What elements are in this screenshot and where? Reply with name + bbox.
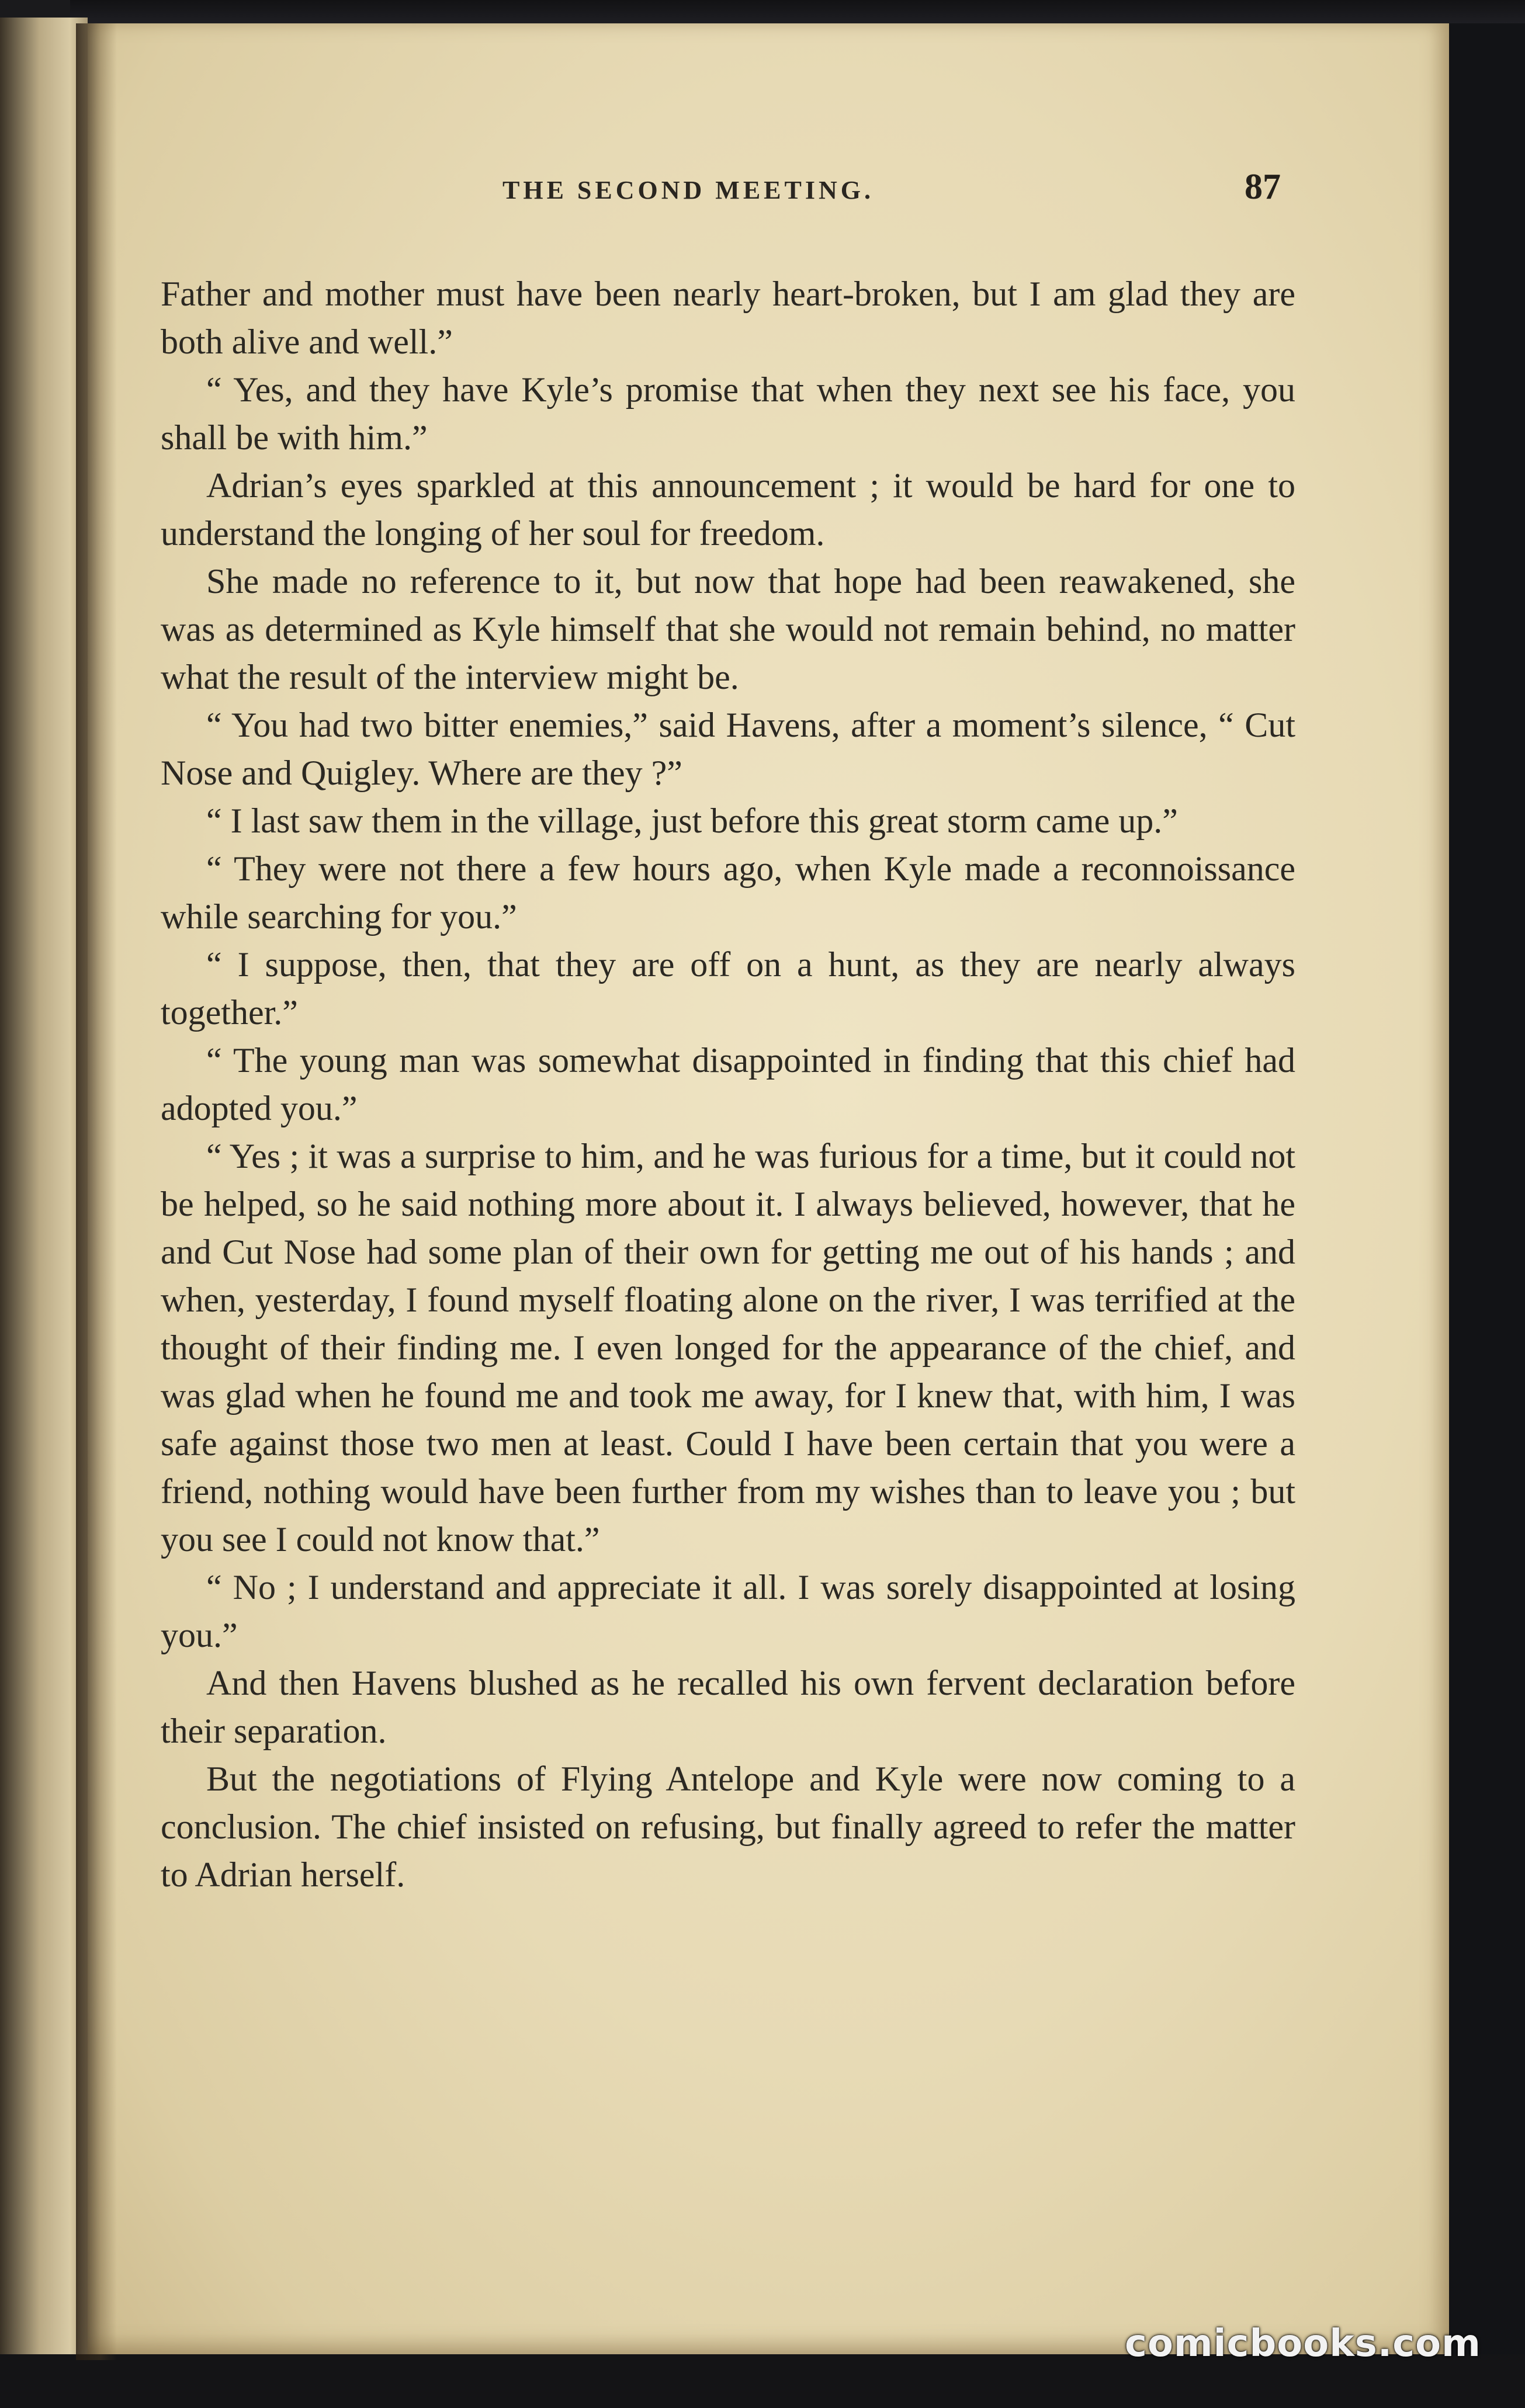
book-cover-edge-right: [1449, 23, 1525, 2408]
paragraph: “ Yes ; it was a surprise to him, and he was furious for a time, but it could not be helped, so he said nothing more about it. I always believed, however, that he and Cut Nose had some plan of their own for getting me out of his hands ; and when, yesterday, I found myself floating alone on the river, I was terrified at the thought of their finding me. I even longed for the appearance of the chief, and was glad when he found me and took me away, for I knew that, with him, I was safe against those two men at least. Could I have been certain that you were a friend, nothing would have been further from my wishes than to leave you ; but you see I could not know that.”: [161, 1137, 1295, 1559]
paragraph: “ I suppose, then, that they are off on a hunt, as they are nearly always together.”: [161, 945, 1295, 1032]
page-number: 87: [1245, 167, 1281, 207]
paragraph: And then Havens blushed as he recalled his own fervent declaration before their separation.: [161, 1664, 1295, 1750]
paragraph: “ They were not there a few hours ago, when Kyle made a reconnoissance while searching for you.”: [161, 849, 1295, 936]
paragraph: But the negotiations of Flying Antelope and Kyle were now coming to a conclusion. The chief insisted on refusing, but finally agreed to refer the matter to Adrian herself.: [161, 1760, 1295, 1894]
paragraph: “ No ; I understand and appreciate it all. I was sorely disappointed at losing you.”: [161, 1568, 1295, 1654]
body-text: [161, 270, 1295, 1899]
paragraph: “ The young man was somewhat disappointed in finding that this chief had adopted you.”: [161, 1041, 1295, 1127]
running-head: THE SECOND MEETING.: [502, 176, 874, 204]
facing-page-edge: [0, 18, 88, 2354]
paragraph: Father and mother must have been nearly heart-broken, but I am glad they are both alive and well.”: [161, 275, 1295, 361]
paragraph: “ You had two bitter enemies,” said Havens, after a moment’s silence, “ Cut Nose and Quigley. Where are they ?”: [161, 706, 1295, 792]
watermark: comicbooks.com: [1125, 2322, 1481, 2365]
paragraph: “ Yes, and they have Kyle’s promise that when they next see his face, you shall be with him.”: [161, 370, 1295, 457]
paragraph: Adrian’s eyes sparkled at this announcement ; it would be hard for one to understand the longing of her soul for freedom.: [161, 466, 1295, 553]
paragraph: “ I last saw them in the village, just before this great storm came up.”: [206, 801, 1178, 840]
paragraph: She made no reference to it, but now that hope had been reawakened, she was as determined as Kyle himself that she would not remain behind, no matter what the result of the interview might be.: [161, 562, 1295, 696]
page-gutter-shadow: [76, 23, 117, 2360]
